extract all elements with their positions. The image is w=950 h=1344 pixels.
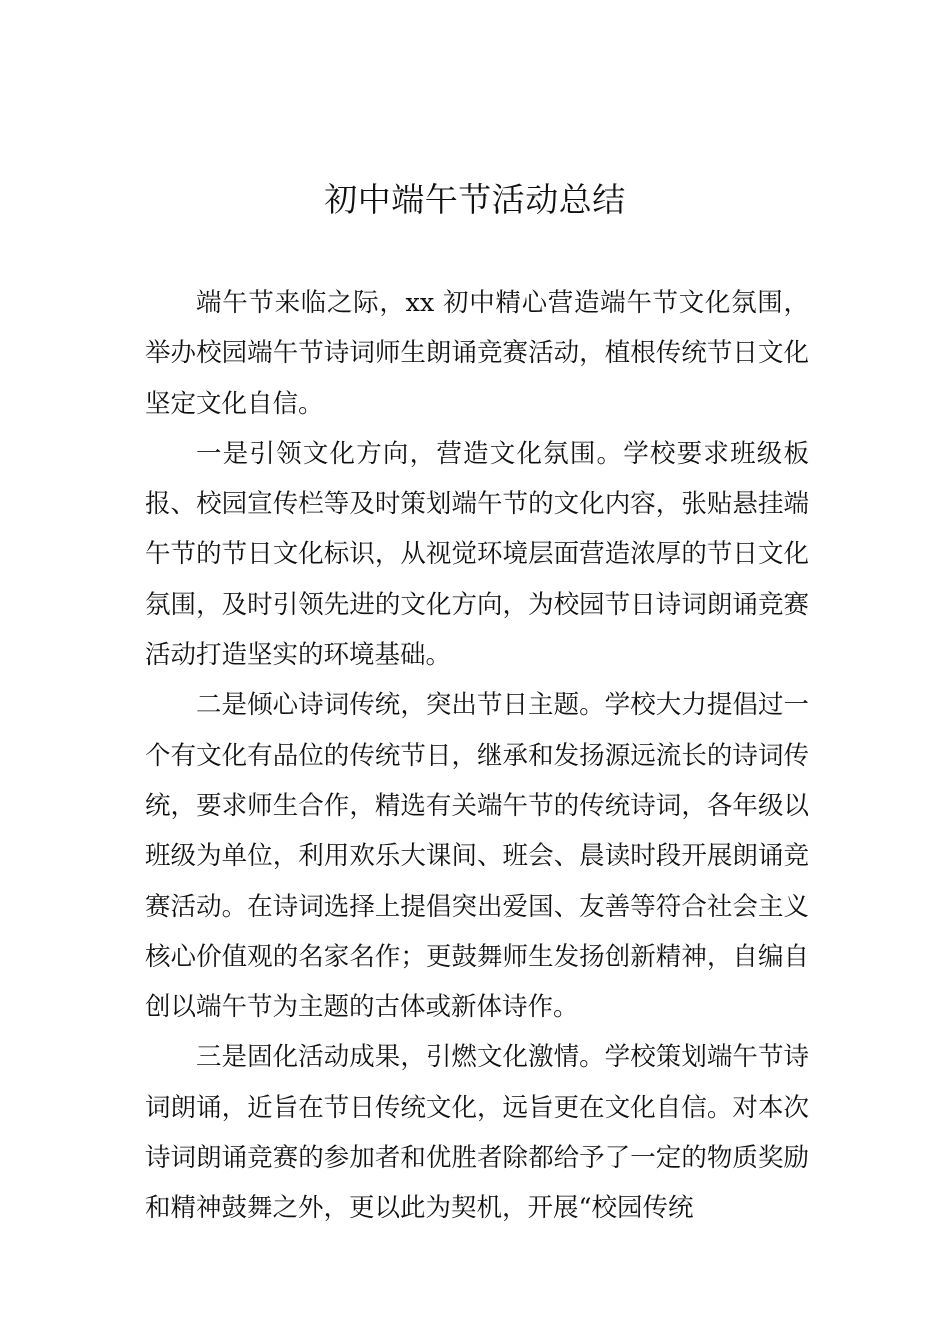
paragraph-point-two: 二是倾心诗词传统，突出节日主题。学校大力提倡过一个有文化有品位的传统节日，继承和发扬源远流长的诗词传统，要求师生合作，精选有关端午节的传统诗词，各年级以班级为单位，利用欢乐大课间、班会、晨读时段开展朗诵竞赛活动。在诗词选择上提倡突出爱国、友善等符合社会主义核心价值观的名家名作；更鼓舞师生发扬创新精神，自编自创以端午节为主题的古体或新体诗作。 — [145, 690, 809, 1023]
document-title: 初中端午节活动总结 — [324, 180, 626, 219]
paragraph-point-one: 一是引领文化方向，营造文化氛围。学校要求班级板报、校园宣传栏等及时策划端午节的文化内容，张贴悬挂端午节的节日文化标识，从视觉环境层面营造浓厚的节日文化氛围，及时引领先进的文化方向，为校园节日诗词朗诵竞赛活动打造坚实的环境基础。 — [145, 438, 809, 671]
paragraph-intro: 端午节来临之际，xx 初中精心营造端午节文化氛围，举办校园端午节诗词师生朗诵竞赛活动，植根传统节日文化坚定文化自信。 — [145, 288, 809, 419]
paragraph-point-three: 三是固化活动成果，引燃文化激情。学校策划端午节诗词朗诵，近旨在节日传统文化，远旨更在文化自信。对本次诗词朗诵竞赛的参加者和优胜者除都给予了一定的物质奖励和精神鼓舞之外，更以此为契机，开展“校园传统 — [145, 1042, 809, 1224]
document-body — [145, 278, 809, 1234]
